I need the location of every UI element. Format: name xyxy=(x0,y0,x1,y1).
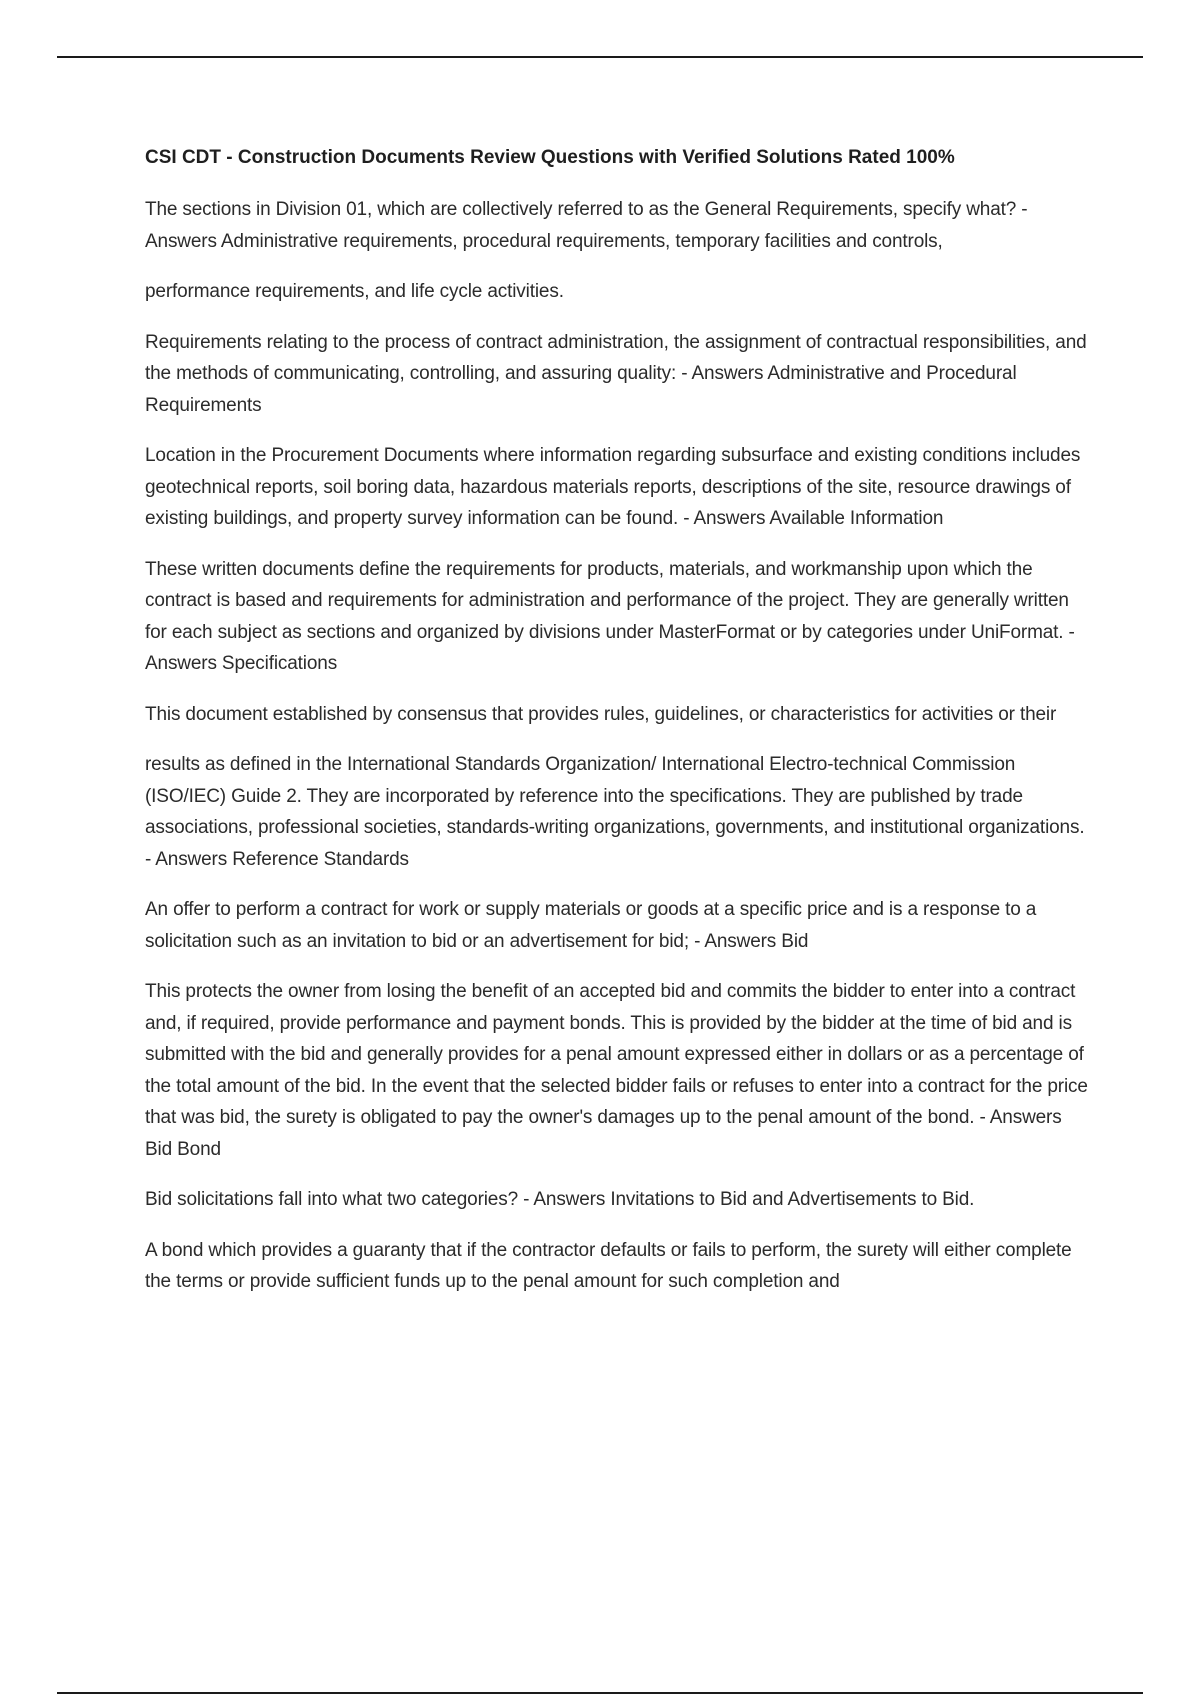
paragraph-11: A bond which provides a guaranty that if the contractor defaults or fails to perform, the surety will either complete the terms or provide sufficient funds up to the penal amount for such completion and xyxy=(145,1239,1072,1292)
paragraph-3: Requirements relating to the process of contract administration, the assignment of contractual responsibilities, and the methods of communicating, controlling, and assuring quality: - Answers Administrative and Procedural Requirements xyxy=(145,331,1087,416)
paragraph-5: These written documents define the requirements for products, materials, and workmanship upon which the contract is based and requirements for administration and performance of the project. They are generally written for each subject as sections and organized by divisions under MasterFormat or by categories under UniFormat. - Answers Specifications xyxy=(145,558,1075,674)
paragraph-8: An offer to perform a contract for work or supply materials or goods at a specific price and is a response to a solicitation such as an invitation to bid or an advertisement for bid; - Answers Bid xyxy=(145,899,1037,952)
header-rule xyxy=(57,56,1143,58)
paragraph-6: This document established by consensus that provides rules, guidelines, or characteristics for activities or their xyxy=(145,703,1057,725)
paragraph-10: Bid solicitations fall into what two categories? - Answers Invitations to Bid and Advertisements to Bid. xyxy=(145,1189,975,1210)
paragraph-1: The sections in Division 01, which are collectively referred to as the General Requirements, specify what? - Answers Administrative requirements, procedural requirements, temporary facilities and controls, xyxy=(145,199,1028,252)
paragraph-9: This protects the owner from losing the benefit of an accepted bid and commits the bidder to enter into a contract and, if required, provide performance and payment bonds. This is provided by the bidder at the time of bid and is submitted with the bid and generally provides for a penal amount expressed either in dollars or as a percentage of the total amount of the bid. In the event that the selected bidder fails or refuses to enter into a contract for the price that was bid, the surety is obligated to pay the owner's damages up to the penal amount of the bond. - Answers Bid Bond xyxy=(145,981,1088,1160)
paragraph-4: Location in the Procurement Documents where information regarding subsurface and existing conditions includes geotechnical reports, soil boring data, hazardous materials reports, descriptions of the site, resource drawings of existing buildings, and property survey information can be found. - Answers Available Information xyxy=(145,445,1081,529)
footer-rule xyxy=(57,1692,1143,1694)
paragraph-2: performance requirements, and life cycle activities. xyxy=(145,281,564,302)
document-body xyxy=(145,144,1090,1317)
document-title: CSI CDT - Construction Documents Review Questions with Verified Solutions Rated 100% xyxy=(145,147,955,168)
paragraph-7: results as defined in the International Standards Organization/ International Electro-technical Commission (ISO/IEC) Guide 2. They are incorporated by reference into the specifications. They are published by trade associations, professional societies, standards-writing organizations, governments, and institutional organizations. - Answers Reference Standards xyxy=(145,754,1085,870)
